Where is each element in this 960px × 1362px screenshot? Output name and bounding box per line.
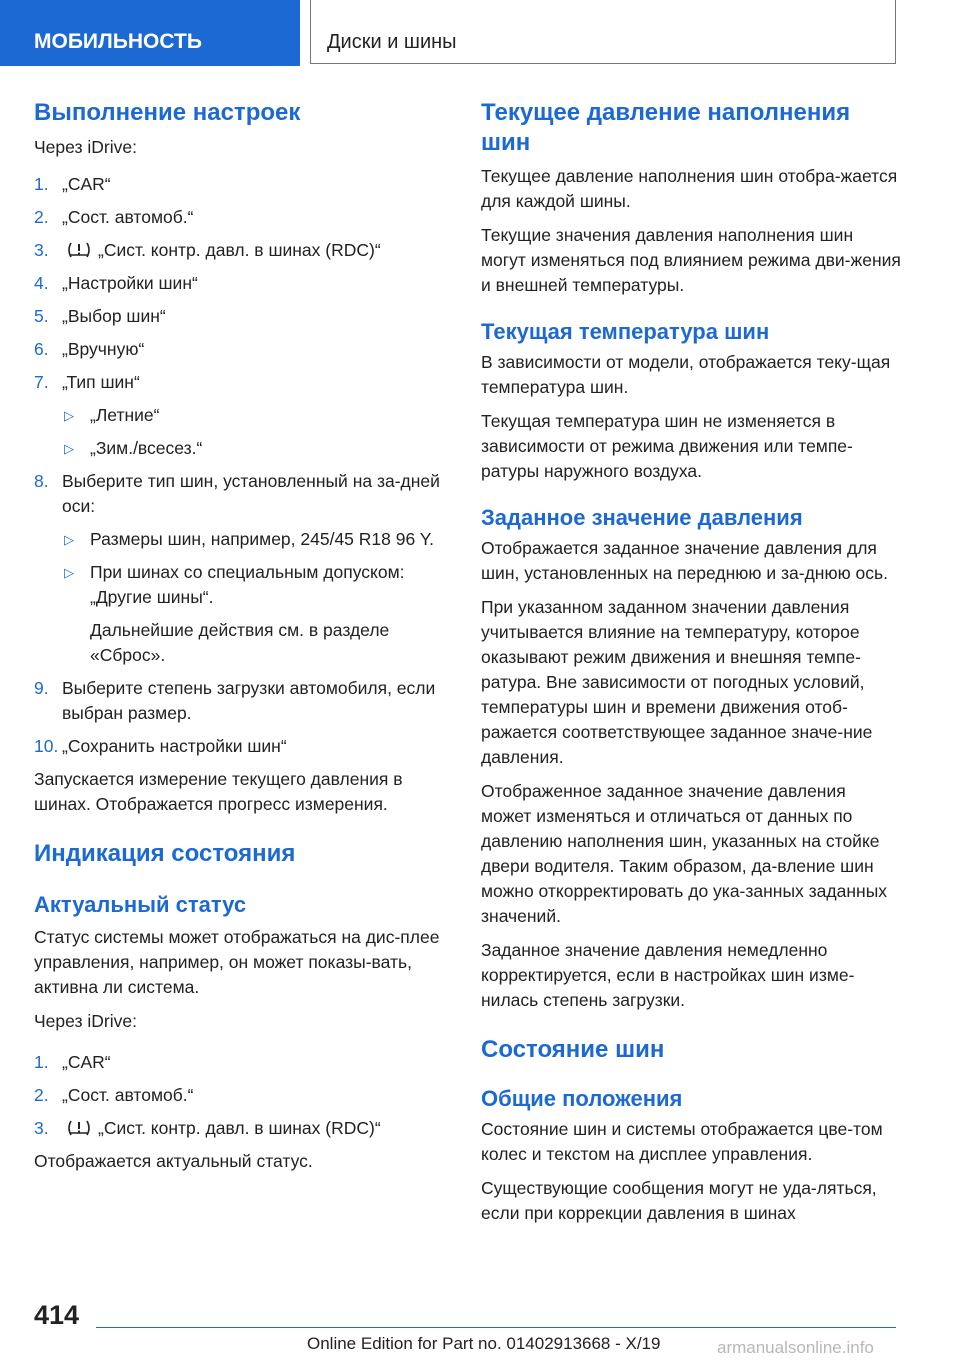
heading-status-display: Индикация состояния xyxy=(34,840,296,867)
rear-axle-options xyxy=(62,527,454,668)
list-item: 5. „Выбор шин“ xyxy=(34,306,166,326)
general-text-2: Существующие сообщения могут не уда-ляться, если при коррекции давления в шинах xyxy=(481,1178,877,1223)
list-item: 2. „Сост. автомоб.“ xyxy=(34,1085,194,1105)
heading-target-pressure: Заданное значение давления xyxy=(481,505,803,530)
heading-current-status: Актуальный статус xyxy=(34,892,247,917)
pressure-text-2: Текущие значения давления наполнения шин могут изменяться под влиянием режима дви-жения и внешней температуры. xyxy=(481,225,901,295)
heading-current-pressure: Текущее давление наполнения шин xyxy=(481,99,851,156)
via-idrive-2: Через iDrive: xyxy=(34,1011,137,1031)
sub-list-item: ▷ Размеры шин, например, 245/45 R18 96 Y. xyxy=(62,527,454,552)
target-text-1: Отображается заданное значение давления для шин, установленных на переднюю и за-днюю ось. xyxy=(481,538,889,583)
status-shown-note: Отображается актуальный статус. xyxy=(34,1151,313,1171)
triangle-bullet-icon: ▷ xyxy=(64,565,74,580)
general-text-1: Состояние шин и системы отображается цве-том колес и текстом на дисплее управления. xyxy=(481,1119,883,1164)
list-item: 10. „Сохранить настройки шин“ xyxy=(34,736,287,756)
list-item: 6. „Вручную“ xyxy=(34,339,145,359)
list-item: 2. „Сост. автомоб.“ xyxy=(34,207,194,227)
section-tab: МОБИЛЬНОСТЬ xyxy=(0,0,300,66)
list-item: 7. „Тип шин“ ▷ „Летние“ ▷ „Зим./всесез.“ xyxy=(34,370,454,461)
temperature-text-1: В зависимости от модели, отображается теку-щая температура шин. xyxy=(481,352,891,397)
list-item: 3. „Сист. контр. давл. в шинах (RDC)“ xyxy=(34,1118,381,1138)
settings-steps xyxy=(34,172,454,759)
triangle-bullet-icon: ▷ xyxy=(64,532,74,547)
left-column xyxy=(34,98,454,1183)
target-text-2: При указанном заданном значении давления учитывается влияние на температуру, которое оказывают режим движения и внешняя темпе-ратура. Вне зависимости от погодных условий, температуры шин и времени движения отоб-ражается соответствующее заданное значе-ние давления. xyxy=(481,597,873,767)
right-column xyxy=(481,98,901,1235)
list-item: 1. „CAR“ xyxy=(34,1052,111,1072)
heading-settings: Выполнение настроек xyxy=(34,99,301,126)
pressure-text-1: Текущее давление наполнения шин отобра-жается для каждой шины. xyxy=(481,166,898,211)
tire-pressure-warning-icon xyxy=(66,241,92,259)
status-description: Статус системы может отображаться на дис-плее управления, например, он может показы-вать, активна ли система. xyxy=(34,927,440,997)
via-idrive-1: Через iDrive: xyxy=(34,137,137,157)
sub-list-item: ▷ „Летние“ xyxy=(62,403,454,428)
heading-tire-condition: Состояние шин xyxy=(481,1036,665,1063)
footer-edition: Online Edition for Part no. 01402913668 - X/19 xyxy=(307,1334,661,1353)
footer-divider xyxy=(96,1327,896,1328)
temperature-text-2: Текущая температура шин не изменяется в зависимости от режима движения или темпе-ратуры наружного воздуха. xyxy=(481,411,853,481)
page-number: 414 xyxy=(34,1300,80,1330)
subsection-tab: Диски и шины xyxy=(310,0,896,64)
target-text-3: Отображенное заданное значение давления может изменяться и отличаться от данных по давлению наполнения шин, указанных на стойке двери водителя. Таким образом, да-вление шин можно откорректировать до ука-занных заданных значений. xyxy=(481,781,888,926)
watermark: armanualsonline.info xyxy=(717,1338,874,1357)
triangle-bullet-icon: ▷ xyxy=(64,441,74,456)
target-text-4: Заданное значение давления немедленно корректируется, если в настройках шин изме-нилась степень загрузки. xyxy=(481,940,855,1010)
measurement-note: Запускается измерение текущего давления в шинах. Отображается прогресс измерения. xyxy=(34,769,403,814)
list-item: 9. Выберите степень загрузки автомобиля, если выбран размер. xyxy=(34,678,436,723)
list-item: 3. „Сист. контр. давл. в шинах (RDC)“ xyxy=(34,240,381,260)
page-header xyxy=(0,0,960,68)
list-item: 8. Выберите тип шин, установленный на за-дней оси: ▷ Размеры шин, например, 245/45 R18 96 Y. ▷ При шинах со специальным допуском: „Другие шины“. Дальнейшие действия см. в разделе «Сброс». xyxy=(34,469,454,668)
list-item: 1. „CAR“ xyxy=(34,174,111,194)
tire-pressure-warning-icon xyxy=(66,1119,92,1137)
status-steps xyxy=(34,1050,454,1141)
reset-note: Дальнейшие действия см. в разделе «Сброс». xyxy=(90,620,390,665)
sub-list-item: ▷ При шинах со специальным допуском: „Другие шины“. Дальнейшие действия см. в разделе «Сброс». xyxy=(62,560,454,668)
tire-type-options xyxy=(62,403,454,461)
triangle-bullet-icon: ▷ xyxy=(64,408,74,423)
heading-general: Общие положения xyxy=(481,1086,683,1111)
list-item: 4. „Настройки шин“ xyxy=(34,273,198,293)
sub-list-item: ▷ „Зим./всесез.“ xyxy=(62,436,454,461)
heading-current-temperature: Текущая температура шин xyxy=(481,319,770,344)
